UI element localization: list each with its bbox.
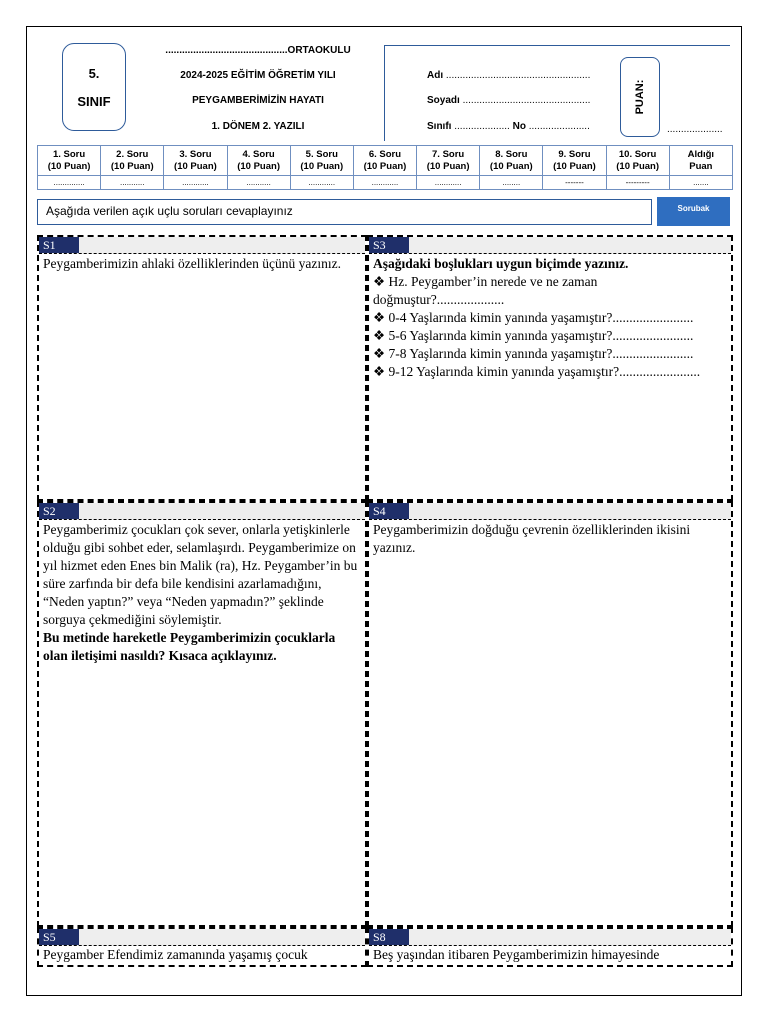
question-header-s8 xyxy=(369,929,731,946)
brand-label: Sorubak xyxy=(657,197,730,226)
question-label-s1: S1 xyxy=(39,237,79,253)
score-cell[interactable]: ........... xyxy=(101,176,164,190)
score-col-header: 1. Soru (10 Puan) xyxy=(38,146,101,176)
question-box-s4 xyxy=(367,501,733,927)
question-title-s3: Aşağıdaki boşlukları uygun biçimde yazınız. xyxy=(373,256,629,271)
question-header-s4 xyxy=(369,503,731,520)
surname-label: Soyadı xyxy=(427,95,460,106)
question-item: ❖ 9-12 Yaşlarında kimin yanında yaşamıştır?........................ xyxy=(373,364,701,379)
class-field[interactable] xyxy=(427,121,590,132)
score-cell[interactable]: ............ xyxy=(417,176,480,190)
score-cell[interactable]: .............. xyxy=(38,176,101,190)
score-dots[interactable]: .................... xyxy=(667,124,723,135)
number-label: No xyxy=(512,121,526,132)
score-cell[interactable]: ........ xyxy=(480,176,543,190)
score-table-header-row xyxy=(38,146,733,176)
score-col-header: Aldığı Puan xyxy=(669,146,732,176)
surname-field[interactable] xyxy=(427,95,590,106)
school-name: ............................................ORTAOKULU xyxy=(165,45,351,56)
instruction-bar: Aşağıda verilen açık uçlu soruları cevaplayınız xyxy=(37,199,652,225)
question-passage-s2: Peygamberimiz çocukları çok sever, onlarla yetişkinlerle olduğu gibi sohbet eder, selamlaşırdı. Peygamberimize on yıl hizmet eden Enes bin Malik (ra), Hz. Peygamber’in bu süre zarfında bir defa bile kendisini azarlamadığını, “Neden yaptın?” veya “Neden yapmadın?” şeklinde sorguya çekmediğini söylemiştir. xyxy=(43,522,358,627)
score-col-header: 7. Soru (10 Puan) xyxy=(417,146,480,176)
score-cell[interactable]: ........... xyxy=(227,176,290,190)
exam-page xyxy=(26,26,742,996)
score-cell[interactable]: ............ xyxy=(164,176,227,190)
course-name: PEYGAMBERİMİZİN HAYATI xyxy=(192,95,324,106)
score-col-header: 8. Soru (10 Puan) xyxy=(480,146,543,176)
score-cell[interactable]: ............ xyxy=(290,176,353,190)
score-col-header: 6. Soru (10 Puan) xyxy=(353,146,416,176)
question-text-s8: Beş yaşından itibaren Peygamberimizin himayesinde xyxy=(373,947,660,962)
question-text-s5: Peygamber Efendimiz zamanında yaşamış çocuk xyxy=(43,947,308,962)
school-year: 2024-2025 EĞİTİM ÖĞRETİM YILI xyxy=(180,70,336,81)
question-item: ❖ Hz. Peygamber’in nerede ve ne zaman doğmuştur?.................... xyxy=(373,274,598,307)
question-item: ❖ 5-6 Yaşlarında kimin yanında yaşamıştır?........................ xyxy=(373,328,694,343)
question-label-s8: S8 xyxy=(369,929,409,945)
grade-label: SINIF xyxy=(77,94,111,109)
question-item: ❖ 0-4 Yaşlarında kimin yanında yaşamıştır?........................ xyxy=(373,310,694,325)
score-col-header: 9. Soru (10 Puan) xyxy=(543,146,606,176)
score-cell[interactable]: ............ xyxy=(353,176,416,190)
question-label-s2: S2 xyxy=(39,503,79,519)
score-cell[interactable]: --------- xyxy=(606,176,669,190)
score-col-header: 3. Soru (10 Puan) xyxy=(164,146,227,176)
score-cell[interactable]: ------- xyxy=(543,176,606,190)
score-label: PUAN: xyxy=(634,79,646,115)
grade-number: 5. xyxy=(88,66,100,81)
exam-title: 1. DÖNEM 2. YAZILI xyxy=(211,121,305,132)
score-table xyxy=(37,145,733,190)
surname-dots: .............................................. xyxy=(462,95,591,106)
score-col-header: 4. Soru (10 Puan) xyxy=(227,146,290,176)
question-header-s1 xyxy=(39,237,365,254)
grade-badge xyxy=(62,43,126,131)
name-field[interactable] xyxy=(427,70,590,81)
question-box-s1 xyxy=(37,235,367,501)
question-header-s3 xyxy=(369,237,731,254)
name-dots: .................................................... xyxy=(445,70,591,81)
score-col-header: 2. Soru (10 Puan) xyxy=(101,146,164,176)
question-text-s1: Peygamberimizin ahlaki özelliklerinden üçünü yazınız. xyxy=(43,256,342,271)
number-dots: ...................... xyxy=(528,121,590,132)
question-label-s3: S3 xyxy=(369,237,409,253)
question-label-s5: S5 xyxy=(39,929,79,945)
name-label: Adı xyxy=(427,70,444,81)
score-box xyxy=(620,57,660,137)
question-prompt-s2: Bu metinde hareketle Peygamberimizin çocuklarla olan iletişimi nasıldı? Kısaca açıklayınız. xyxy=(43,630,336,663)
question-header-s5 xyxy=(39,929,365,946)
score-cell[interactable]: ....... xyxy=(669,176,732,190)
question-label-s4: S4 xyxy=(369,503,409,519)
score-table-blank-row xyxy=(38,176,733,190)
class-dots: .................... xyxy=(454,121,510,132)
question-text-s3 xyxy=(373,255,727,381)
score-col-header: 10. Soru (10 Puan) xyxy=(606,146,669,176)
score-col-header: 5. Soru (10 Puan) xyxy=(290,146,353,176)
class-label: Sınıfı xyxy=(427,121,452,132)
question-header-s2 xyxy=(39,503,365,520)
question-text-s4: Peygamberimizin doğduğu çevrenin özelliklerinden ikisini yazınız. xyxy=(373,522,691,555)
question-text-s2 xyxy=(43,521,361,665)
question-item: ❖ 7-8 Yaşlarında kimin yanında yaşamıştır?........................ xyxy=(373,346,694,361)
